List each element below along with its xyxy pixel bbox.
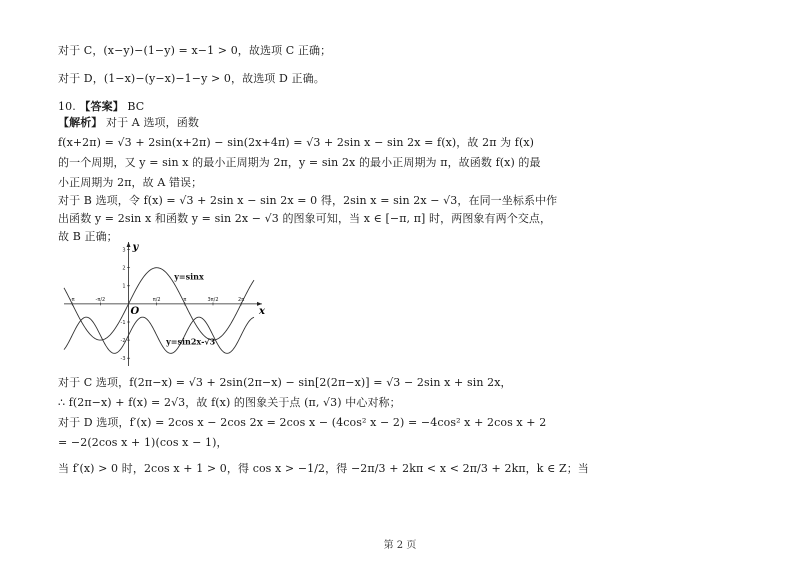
y-tick-label: 1 <box>122 283 126 290</box>
text-line: 的一个周期，又 y = sin x 的最小正周期为 2π，y = sin 2x 的最小正周期为 π，故函数 f(x) 的最 <box>58 156 541 169</box>
text-line: f(x+2π) = √3 + 2sin(x+2π) − sin(2x+4π) = √3 + 2sin x − sin 2x = f(x)，故 2π 为 f(x) <box>58 136 535 149</box>
y-tick-label: 2 <box>122 265 126 272</box>
text-line: 小正周期为 2π，故 A 错误； <box>58 176 203 189</box>
y-tick-label: 3 <box>122 247 126 254</box>
y-tick-label: -3 <box>120 355 126 362</box>
x-tick-label: 2π <box>238 296 245 303</box>
y-axis-label: y <box>132 242 139 253</box>
text-line: 故 B 正确； <box>58 230 118 243</box>
function-graph <box>58 240 268 368</box>
series-label-2: y=sin2x-√3 <box>166 336 216 347</box>
text-line: 对于 D 选项，f′(x) = 2cos x − 2cos 2x = 2cos x − (4cos² x − 2) = −4cos² x + 2cos x + 2 <box>58 416 547 429</box>
x-tick-label: π/2 <box>152 296 161 303</box>
analysis-tag: 【解析】 <box>58 116 103 129</box>
text-line: 对于 C，(x−y)−(1−y) = x−1 > 0，故选项 C 正确； <box>58 44 332 57</box>
origin-label: O <box>130 305 140 317</box>
answer-line <box>58 100 144 114</box>
series-line-2 <box>64 317 254 353</box>
text-line: 当 f′(x) > 0 时，2cos x + 1 > 0，得 cos x > −1/2，得 −2π/3 + 2kπ < x < 2π/3 + 2kπ，k ∈ Z；当 <box>58 462 589 475</box>
answer-tag: 【答案】 <box>79 100 124 113</box>
page-footer: 第 2 页 <box>383 540 417 551</box>
text-line: 对于 C 选项，f(2π−x) = √3 + 2sin(2π−x) − sin[2(2π−x)] = √3 − 2sin x + sin 2x， <box>58 376 512 389</box>
analysis-line <box>58 116 199 130</box>
analysis-text: 对于 A 选项，函数 <box>106 116 199 129</box>
answer-value: BC <box>127 100 145 113</box>
x-axis-label: x <box>259 305 265 317</box>
text-line: = −2(2cos x + 1)(cos x − 1)， <box>58 436 228 449</box>
x-tick-label: 3π/2 <box>207 296 219 303</box>
text-line: 对于 D，(1−x)−(y−x)−1−y > 0，故选项 D 正确。 <box>58 72 325 85</box>
y-tick-label: -2 <box>120 337 126 344</box>
x-tick-label: -π/2 <box>95 296 106 303</box>
text-line: 出函数 y = 2sin x 和函数 y = sin 2x − √3 的图象可知，当 x ∈ [−π, π] 时，两图象有两个交点， <box>58 212 552 225</box>
question-number: 10. <box>58 100 76 113</box>
y-tick-label: -1 <box>120 319 126 326</box>
series-label-1: y=sinx <box>174 271 204 282</box>
y-axis-arrow <box>127 242 131 247</box>
x-tick-label: π <box>183 296 187 303</box>
text-line: ∴ f(2π−x) + f(x) = 2√3，故 f(x) 的图象关于点 (π, √3) 中心对称； <box>58 396 401 409</box>
text-line: 对于 B 选项，令 f(x) = √3 + 2sin x − sin 2x = 0 得，2sin x = sin 2x − √3，在同一坐标系中作 <box>58 194 558 207</box>
x-tick-label: -π <box>69 296 75 303</box>
